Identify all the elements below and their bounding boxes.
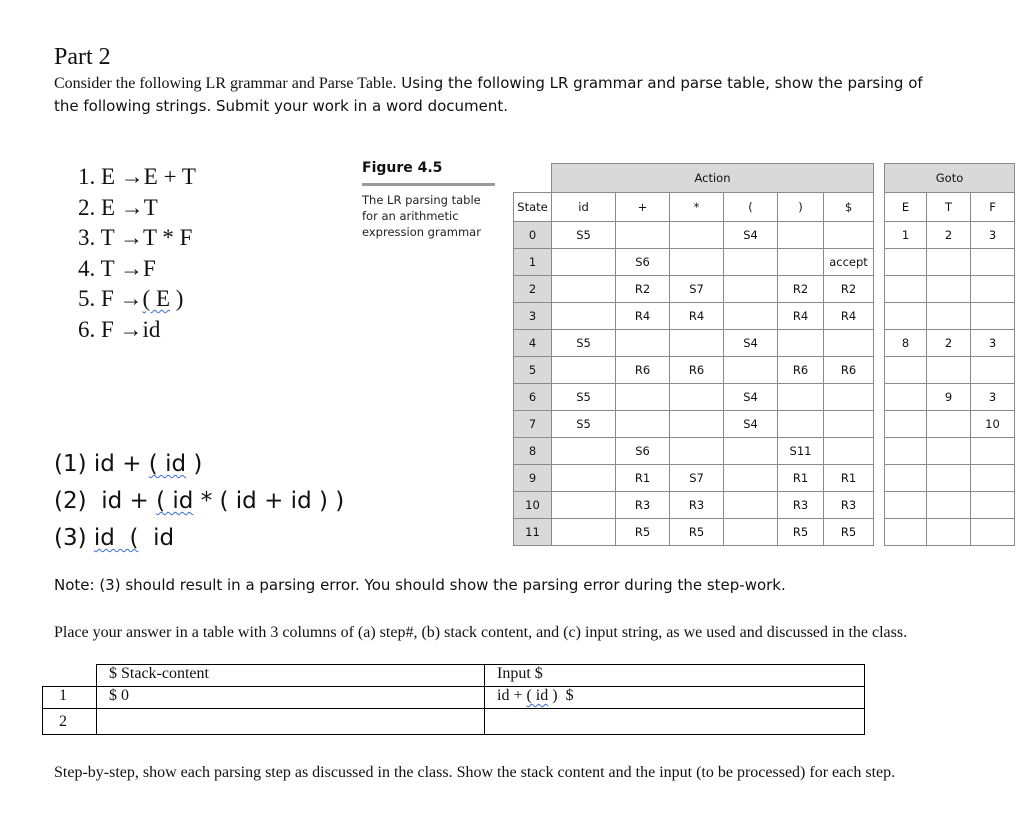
column-gap	[874, 438, 885, 465]
answer-input-cell	[485, 709, 865, 735]
answer-header-row	[43, 665, 865, 687]
table-row	[514, 411, 1015, 438]
instruction-text: Place your answer in a table with 3 columns of (a) step#, (b) stack content, and (c) input string, as we used and discussed in the class.	[54, 624, 908, 641]
answer-header-stack: $ Stack-content	[97, 665, 485, 687]
intro-rest: Using the following LR grammar and parse table, show the parsing of the following strings. Submit your work in a word document.	[54, 74, 923, 115]
table-cell: R3	[670, 492, 724, 519]
state-cell: 6	[514, 384, 552, 411]
table-cell	[724, 465, 778, 492]
spellcheck-underlined-text: id (	[93, 525, 139, 551]
input-text: id +	[497, 687, 527, 704]
table-cell: 3	[971, 222, 1015, 249]
table-cell	[885, 384, 927, 411]
rule-number: 3.	[78, 225, 96, 250]
table-cell: R6	[670, 357, 724, 384]
table-cell	[616, 330, 670, 357]
table-cell: S5	[552, 330, 616, 357]
table-cell	[927, 249, 971, 276]
rule-text: T →F	[100, 255, 156, 281]
rule-text: E →E + T	[101, 164, 196, 189]
table-cell: R6	[824, 357, 874, 384]
answer-stack-cell: $ 0	[97, 687, 485, 709]
table-cell	[824, 411, 874, 438]
table-row	[514, 438, 1015, 465]
column-header: )	[778, 193, 824, 222]
input-string	[54, 520, 344, 557]
action-header: Action	[552, 164, 874, 193]
table-row	[514, 303, 1015, 330]
table-cell: R3	[824, 492, 874, 519]
table-row	[514, 519, 1015, 546]
state-cell: 1	[514, 249, 552, 276]
table-cell	[778, 222, 824, 249]
table-cell: S5	[552, 222, 616, 249]
table-cell	[670, 330, 724, 357]
column-header: $	[824, 193, 874, 222]
table-cell: S4	[724, 330, 778, 357]
column-gap	[874, 249, 885, 276]
table-cell	[670, 249, 724, 276]
column-gap	[874, 492, 885, 519]
intro-lead: Consider the following LR grammar and Parse Table.	[54, 75, 397, 92]
table-cell: S7	[670, 276, 724, 303]
table-cell	[778, 411, 824, 438]
string-label: (1)	[54, 451, 87, 477]
table-cell	[927, 519, 971, 546]
stepwise-instruction: Step-by-step, show each parsing step as discussed in the class. Show the stack content and the input (to be processed) for each step.	[54, 764, 896, 781]
answer-step-cell: 1	[43, 687, 97, 709]
table-cell: S11	[778, 438, 824, 465]
rule-text: E →T	[101, 194, 158, 220]
table-cell	[971, 249, 1015, 276]
table-cell	[552, 276, 616, 303]
spellcheck-underlined-text: ( id	[156, 488, 194, 514]
column-header: +	[616, 193, 670, 222]
table-cell: accept	[824, 249, 874, 276]
table-cell	[927, 465, 971, 492]
table-cell	[927, 492, 971, 519]
string-text	[87, 525, 94, 551]
state-cell: 9	[514, 465, 552, 492]
table-cell	[885, 492, 927, 519]
table-cell	[971, 357, 1015, 384]
table-cell	[670, 438, 724, 465]
table-cell: R5	[670, 519, 724, 546]
table-cell	[971, 519, 1015, 546]
table-cell: S4	[724, 222, 778, 249]
table-cell: S7	[670, 465, 724, 492]
table-cell	[778, 249, 824, 276]
table-cell: R5	[616, 519, 670, 546]
figure-caption: The LR parsing table for an arithmetic expression grammar	[362, 193, 481, 239]
table-cell	[885, 357, 927, 384]
string-label: (2)	[54, 488, 87, 514]
table-cell	[885, 465, 927, 492]
table-cell	[616, 411, 670, 438]
input-text: ) $	[548, 687, 574, 704]
state-cell: 2	[514, 276, 552, 303]
table-cell	[824, 384, 874, 411]
grammar-rule	[78, 162, 196, 193]
grammar-rule	[78, 284, 196, 315]
table-cell	[971, 303, 1015, 330]
rule-text: F →id	[101, 316, 161, 342]
table-row	[514, 384, 1015, 411]
string-text: id	[138, 525, 175, 551]
table-cell: 3	[971, 384, 1015, 411]
column-header: E	[885, 193, 927, 222]
table-cell: R2	[778, 276, 824, 303]
column-gap	[874, 303, 885, 330]
input-strings	[54, 446, 344, 557]
rule-number: 1.	[78, 164, 96, 189]
table-cell	[552, 492, 616, 519]
column-header: T	[927, 193, 971, 222]
answer-step-cell: 2	[43, 709, 97, 735]
rule-text: T →T * F	[100, 225, 193, 250]
string-label: (3)	[54, 525, 87, 551]
table-cell	[724, 438, 778, 465]
spellcheck-underlined-text: ( id	[148, 451, 187, 477]
string-text: id +	[86, 488, 157, 514]
state-cell: 5	[514, 357, 552, 384]
spellcheck-underlined-text: ( id	[526, 687, 549, 704]
table-cell: 8	[885, 330, 927, 357]
table-cell	[778, 384, 824, 411]
table-cell	[885, 519, 927, 546]
table-cell: R4	[670, 303, 724, 330]
table-cell	[971, 465, 1015, 492]
table-row	[514, 249, 1015, 276]
table-cell	[552, 438, 616, 465]
answer-row	[43, 709, 865, 735]
state-cell: 8	[514, 438, 552, 465]
table-cell: 2	[927, 330, 971, 357]
table-cell	[778, 330, 824, 357]
string-text: id +	[86, 451, 149, 477]
table-cell: R4	[778, 303, 824, 330]
table-cell	[927, 357, 971, 384]
column-header: (	[724, 193, 778, 222]
column-gap	[874, 276, 885, 303]
column-gap	[874, 411, 885, 438]
input-string	[54, 446, 344, 483]
table-cell	[824, 222, 874, 249]
column-gap	[874, 357, 885, 384]
column-gap	[874, 222, 885, 249]
table-cell: S5	[552, 411, 616, 438]
column-gap	[874, 193, 885, 222]
table-cell: 3	[971, 330, 1015, 357]
string-text: )	[186, 451, 203, 477]
table-cell: R5	[778, 519, 824, 546]
column-header: F	[971, 193, 1015, 222]
table-cell	[670, 411, 724, 438]
state-cell: 7	[514, 411, 552, 438]
column-header: State	[514, 193, 552, 222]
input-string	[54, 483, 344, 520]
table-cell: R5	[824, 519, 874, 546]
state-cell: 0	[514, 222, 552, 249]
lr-parse-table	[513, 163, 1015, 546]
table-cell: R6	[778, 357, 824, 384]
table-cell	[824, 330, 874, 357]
column-gap	[874, 164, 885, 193]
answer-row	[43, 687, 865, 709]
table-cell	[552, 519, 616, 546]
table-cell	[552, 465, 616, 492]
table-cell: R2	[824, 276, 874, 303]
table-cell: S6	[616, 249, 670, 276]
table-cell	[824, 438, 874, 465]
rule-number: 6.	[78, 316, 96, 342]
table-cell: R6	[616, 357, 670, 384]
table-row	[514, 465, 1015, 492]
grammar-rule	[78, 254, 196, 285]
table-cell: R4	[824, 303, 874, 330]
table-cell: 9	[927, 384, 971, 411]
table-cell: R2	[616, 276, 670, 303]
table-cell: R3	[616, 492, 670, 519]
table-cell	[927, 411, 971, 438]
table-cell	[552, 357, 616, 384]
figure-divider	[362, 183, 495, 186]
table-cell	[971, 492, 1015, 519]
table-cell	[724, 492, 778, 519]
state-cell: 3	[514, 303, 552, 330]
table-cell: S4	[724, 384, 778, 411]
table-row	[514, 330, 1015, 357]
table-cell: 10	[971, 411, 1015, 438]
table-cell: R1	[616, 465, 670, 492]
rule-number: 4.	[78, 255, 96, 281]
column-gap	[874, 330, 885, 357]
note-text: Note: (3) should result in a parsing error. You should show the parsing error during the step-work.	[54, 576, 786, 594]
rule-text: F →	[101, 286, 143, 311]
table-cell: R3	[778, 492, 824, 519]
table-cell: 1	[885, 222, 927, 249]
table-cell	[670, 384, 724, 411]
table-cell	[724, 303, 778, 330]
rule-text: )	[170, 286, 184, 311]
table-row	[514, 492, 1015, 519]
table-cell: R1	[824, 465, 874, 492]
table-cell: 2	[927, 222, 971, 249]
grammar-rule	[78, 223, 196, 254]
table-cell	[885, 303, 927, 330]
table-cell	[724, 249, 778, 276]
table-cell: R4	[616, 303, 670, 330]
table-cell	[616, 222, 670, 249]
rule-number: 5.	[78, 286, 96, 311]
table-cell	[971, 276, 1015, 303]
table-cell	[724, 276, 778, 303]
table-cell	[885, 411, 927, 438]
state-cell: 4	[514, 330, 552, 357]
column-gap	[874, 384, 885, 411]
table-cell	[971, 438, 1015, 465]
grammar-rules	[78, 162, 196, 345]
grammar-rule	[78, 193, 196, 224]
answer-header-step	[43, 665, 97, 687]
column-gap	[874, 465, 885, 492]
table-cell	[885, 276, 927, 303]
table-cell	[724, 357, 778, 384]
table-row	[514, 222, 1015, 249]
table-cell	[670, 222, 724, 249]
answer-table	[42, 664, 865, 735]
table-cell	[927, 303, 971, 330]
grammar-rule	[78, 315, 196, 346]
table-cell: S5	[552, 384, 616, 411]
goto-header: Goto	[885, 164, 1015, 193]
table-cell: R1	[778, 465, 824, 492]
state-cell: 11	[514, 519, 552, 546]
spellcheck-underlined-text: ( E	[142, 286, 171, 311]
table-cell	[724, 519, 778, 546]
rule-number: 2.	[78, 194, 96, 220]
table-cell: S6	[616, 438, 670, 465]
intro-paragraph	[54, 72, 934, 117]
column-gap	[874, 519, 885, 546]
table-cell	[927, 438, 971, 465]
column-header: id	[552, 193, 616, 222]
table-cell	[616, 384, 670, 411]
table-cell	[885, 438, 927, 465]
answer-input-cell	[485, 687, 865, 709]
string-text: * ( id + id ) )	[193, 488, 345, 514]
part-title: Part 2	[54, 44, 111, 70]
state-cell: 10	[514, 492, 552, 519]
table-cell	[927, 276, 971, 303]
table-row	[514, 357, 1015, 384]
answer-header-input: Input $	[485, 665, 865, 687]
table-cell: S4	[724, 411, 778, 438]
answer-stack-cell	[97, 709, 485, 735]
table-cell	[552, 303, 616, 330]
table-cell	[552, 249, 616, 276]
table-cell	[885, 249, 927, 276]
header-spacer	[514, 164, 552, 193]
table-row	[514, 276, 1015, 303]
figure-title: Figure 4.5	[362, 160, 443, 176]
column-header: *	[670, 193, 724, 222]
